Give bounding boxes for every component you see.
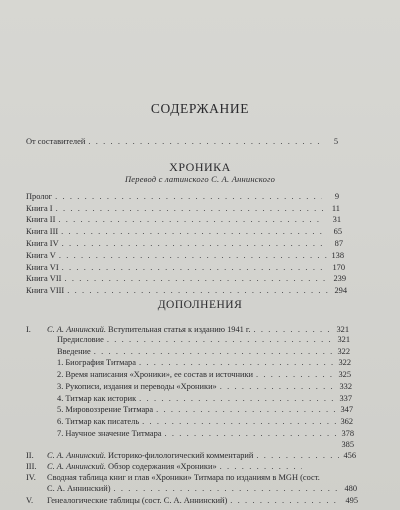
leader-dots <box>88 136 321 147</box>
toc-subentry[interactable]: 2. Время написания «Хроники», ее состав и источники . . . 325 <box>57 369 351 380</box>
author-name: С. А. Аннинский. <box>47 451 106 460</box>
author-name: С. А. Аннинский. <box>47 462 106 471</box>
toc-entry-label: Обзор содержания «Хроники» <box>108 462 217 471</box>
toc-entry-supplement-iii[interactable] <box>47 461 305 472</box>
toc-subentry[interactable]: Введение . . . 322 <box>57 346 350 357</box>
supplement-number: I. <box>26 325 31 334</box>
author-name: С. А. Аннинский. <box>47 325 106 334</box>
toc-entry[interactable]: Книга VII . . . 239 <box>26 273 346 284</box>
toc-subentry[interactable]: 4. Титмар как историк . . . 337 <box>57 393 352 404</box>
toc-entry-label: Историко-филологический комментарий <box>108 451 254 460</box>
toc-page-number: 385 <box>341 440 354 449</box>
toc-entry[interactable]: Книга III . . . 65 <box>26 226 342 237</box>
toc-subentry[interactable]: 3. Рукописи, издания и переводы «Хроники» . . . 332 <box>57 381 352 392</box>
toc-entry[interactable]: Книга VI . . . 170 <box>26 262 345 273</box>
toc-entry-label[interactable]: Сводная таблица книг и глав «Хроники» Титмара по изданиям в MGH (сост. <box>47 473 320 482</box>
toc-entry-supplement-i[interactable]: С. А. Аннинский. Вступительная статья к изданию 1941 г. . . . 321 <box>47 324 349 335</box>
toc-entry-supplement-iv[interactable]: С. А. Аннинский) . . . 480 <box>47 483 357 494</box>
supplement-number: II. <box>26 451 34 460</box>
toc-subentry[interactable]: 1. Биография Титмара . . . 322 <box>57 357 351 368</box>
toc-entry[interactable]: Книга IV . . . 87 <box>26 238 343 249</box>
toc-subentry[interactable]: 6. Титмар как писатель . . . 362 <box>57 416 353 427</box>
toc-subentry[interactable]: Предисловие . . . 321 <box>57 334 350 345</box>
supplement-number: IV. <box>26 473 36 482</box>
toc-subentry[interactable]: 5. Мировоззрение Титмара . . . 347 <box>57 404 353 415</box>
toc-entry-label: Вступительная статья к изданию 1941 г. <box>108 325 251 334</box>
supplement-number: III. <box>26 462 37 471</box>
section-subheading-translator: Перевод с латинского С. А. Аннинского <box>124 174 276 184</box>
toc-entry-label: От составителей <box>26 137 86 146</box>
section-heading-supplements: ДОПОЛНЕНИЯ <box>157 299 243 311</box>
toc-entry-supplement-v[interactable]: Генеалогические таблицы (сост. С. А. Аннинский) . . . 495 <box>47 495 358 506</box>
section-heading-chronicle: ХРОНИКА <box>169 160 231 174</box>
page-title: СОДЕРЖАНИЕ <box>150 101 250 116</box>
toc-entry-supplement-ii[interactable]: С. А. Аннинский. Историко-филологический комментарий . . . 456 <box>47 450 356 461</box>
toc-entry-intro[interactable] <box>26 136 338 147</box>
toc-entry[interactable]: Книга VIII . . . 294 <box>26 285 347 296</box>
toc-entry[interactable]: Пролог . . . 9 <box>26 191 339 202</box>
toc-entry[interactable]: Книга I . . . 11 <box>26 203 340 214</box>
toc-entry-page: 5 <box>333 137 338 146</box>
toc-subentry[interactable]: 7. Научное значение Титмара . . . 378 <box>57 428 354 439</box>
toc-entry[interactable]: Книга V . . . 138 <box>26 250 344 261</box>
toc-entry[interactable]: Книга II . . . 31 <box>26 214 341 225</box>
supplement-number: V. <box>26 496 34 505</box>
